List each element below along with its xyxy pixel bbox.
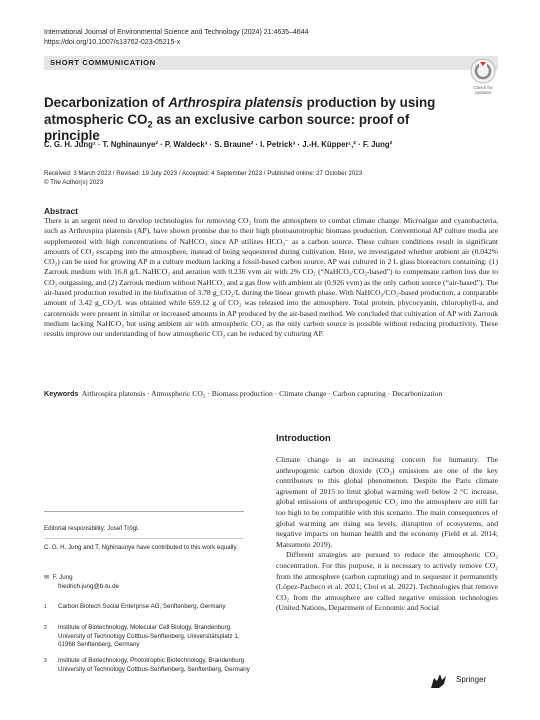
intro-paragraph-2: Different strategies are pursued to reduce the atmospheric CO₂ concentration. For this purpose, it is necessary to actively remove CO₂ from the atmosphere (carbon capturing) and to sequester it permanently (López-Pacheco et al. 2021; Choi et al. 2022). Technologies that remove CO₂ from the atmosphere are called negative emission technologies (United Nations, Department of Economic and Social — [276, 550, 498, 613]
editorial-responsibility: Editorial responsibility: Josef Trögl. — [44, 525, 140, 532]
footnote-rule — [44, 511, 244, 512]
affiliation-1 — [44, 603, 254, 621]
affiliation-text: Carbon Biotech Social Enterprise AG, Senftenberg, Germany — [58, 603, 226, 610]
abstract-heading: Abstract — [44, 206, 78, 216]
title-part1: Decarbonization of — [44, 95, 169, 110]
corresponding-author — [44, 574, 254, 591]
affiliation-number: 1 — [44, 604, 47, 610]
envelope-icon: ✉ — [44, 574, 50, 581]
contact-name-row — [44, 574, 254, 583]
section-label: SHORT COMMUNICATION — [50, 58, 156, 67]
keywords — [44, 389, 498, 399]
title-part3: as an exclusive carbon source: proof of principle — [44, 111, 410, 143]
check-for-updates-label: Check for updates — [473, 85, 493, 95]
check-for-updates-icon[interactable] — [469, 57, 497, 85]
copyright: © The Author(s) 2023 — [44, 179, 104, 186]
title-subscript: 2 — [147, 119, 153, 130]
affiliation-text: Institute of Biotechnology, Molecular Cell Biology, Brandenburg University of Technology Cottbus-Senftenberg, Universitätsplatz 1, 01968 Senftenberg, Germany — [58, 624, 240, 649]
keywords-label: Keywords — [44, 389, 79, 398]
affiliation-number: 2 — [44, 625, 47, 631]
journal-name-line: International Journal of Environmental Science and Technology (2024) 21:4635–4644 — [44, 29, 309, 36]
affiliation-text: Institute of Biotechnology, Phototrophic Biotechnology, Brandenburg University of Technology Cottbus-Senftenberg, Senftenberg, Germany — [58, 657, 250, 673]
springer-logo — [428, 672, 496, 690]
footnote-divider — [44, 538, 244, 539]
doi-link[interactable]: https://doi.org/10.1007/s13762-023-05215-x — [44, 38, 181, 46]
title-species: Arthrospira platensis — [168, 95, 303, 110]
article-dates — [44, 169, 362, 187]
title-part2: production by using atmospheric CO — [44, 95, 436, 127]
keywords-list: Arthrospira platensis · Atmospheric CO₂ · Biomass production · Climate change · Carbon capturing · Decarbonization — [81, 389, 443, 398]
intro-paragraph-1: Climate change is an increasing concern for humanity. The anthropogenic carbon dioxide (CO₂) emissions are one of the key contributors to this global phenomenon. Despite the Paris climate agreement of 2015 to limit global warming well below 2 °C increase, global emissions of anthropogenic CO₂ into the atmosphere are still far too high to be compatible with this scenario. The main consequences of global warming are rising sea levels, disruption of ecosystems, and negative impacts on human health and the economy (Field et al. 2014; Matsumoto 2019). — [276, 455, 498, 549]
abstract-text: There is an urgent need to develop technologies for removing CO₂ from the atmosphere to combat climate change. Microalgae and cyanobacteria, such as Arthrospira platensis (AP), have shown promise due to their high photoautotrophic biomass production. Conventional AP culture media are supplemented with high concentrations of NaHCO₃ since AP utilizes HCO₃⁻ as a carbon source. These culture conditions result in significant amounts of CO₂ escaping into the atmosphere, instead of being sequestered during cultivation. Here, we investigated whether ambient air (0.042% CO₂) can be used for growing AP in a culture medium lacking a fossil-based carbon source. AP was cultured in 2 L glass bioreactors containing: (1) Zarrouk medium with 16.8 g/L NaHCO₃ and aeration with 0.236 vvm air with 2% CO₂ (“NaHCO₃/CO₂-based”) to compensate carbon loss due to CO₂ outgassing, and (2) Zarrouk medium without NaHCO₃ and a gas flow with ambient air (0.926 vvm) as the only carbon source (“air-based”). The air-based production resulted in the biofixation of 3.78 g_CO₂/L during the linear growth phase. With NaHCO₃/CO₂-based production, a comparable amount of 3.42 g_CO₂/L was obtained while 659.12 g of CO₂ was released into the atmosphere. Total protein, phycocyanin, chlorophyll-a, and carotenoids were present in similar or increased amounts in AP produced by the air-based method. We concluded that cultivation of AP with Zarrouk medium lacking NaHCO₃ but using ambient air with atmospheric CO₂ as the only carbon source is possible without reducing productivity. These results improve our understanding of how atmospheric CO₂ can be reduced by culturing AP. — [44, 216, 498, 339]
affiliation-number: 3 — [44, 658, 47, 664]
article-title — [44, 95, 464, 145]
contact-email[interactable]: friedrich.jung@b-tu.de — [58, 582, 119, 590]
introduction-heading: Introduction — [276, 432, 331, 443]
contact-name: F. Jung — [52, 574, 73, 581]
author-list: C. G. H. Jung¹ · T. Nghinaunye² · P. Waldeck³ · S. Braune² · I. Petrick³ · J.-H. Küpper¹,² · F. Jung² — [44, 140, 393, 149]
affiliation-2 — [44, 624, 254, 650]
history-dates: Received: 3 March 2023 / Revised: 19 July 2023 / Accepted: 4 September 2023 / Published online: 27 October 2023 — [44, 170, 363, 177]
equal-contribution-note: C. G. H. Jung and T. Nghinaunye have contributed to this work equally. — [44, 544, 238, 551]
springer-horse-icon — [428, 672, 452, 690]
publisher-name: Springer — [456, 675, 487, 684]
affiliation-3 — [44, 657, 254, 683]
journal-citation — [44, 28, 309, 47]
introduction-text — [276, 455, 498, 614]
